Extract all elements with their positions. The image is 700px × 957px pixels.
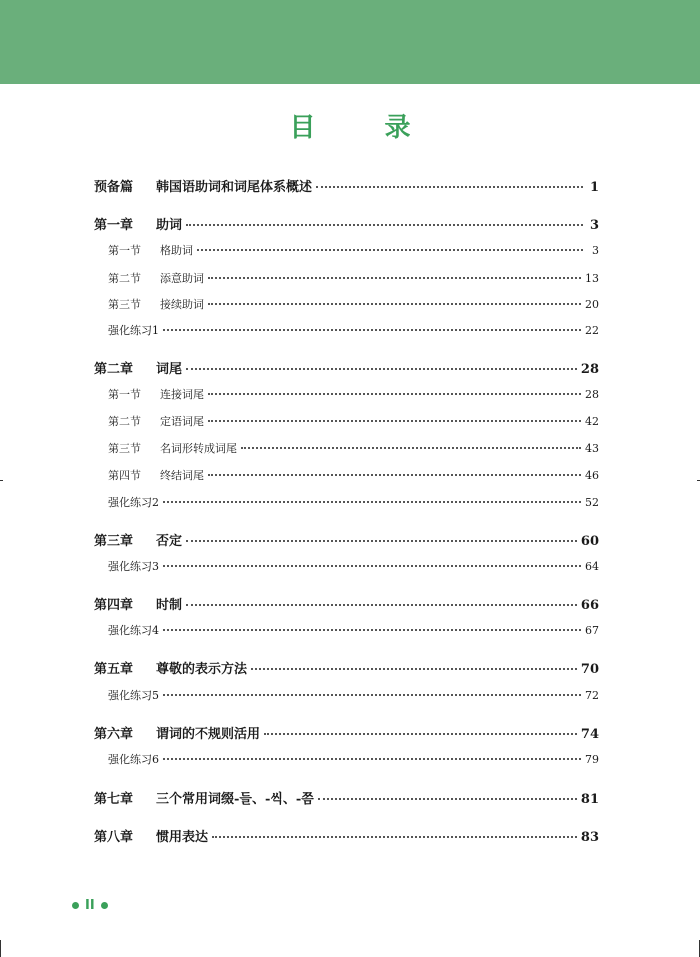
toc-entry-number: 第五章 (94, 662, 134, 677)
toc-entry-page: 64 (585, 560, 599, 573)
toc-entry-page: 22 (585, 324, 599, 337)
toc-entry-page: 42 (585, 415, 599, 428)
footer-dot-right (101, 902, 108, 909)
toc-entry-title: 词尾 (156, 362, 183, 377)
toc-entry-page: 46 (585, 469, 599, 482)
toc-entry-page: 74 (580, 727, 599, 742)
toc-entry-number: 第一节 (108, 244, 141, 257)
header-band (0, 0, 700, 84)
page-number: II (85, 898, 95, 913)
dot-leader (208, 420, 581, 422)
toc-section-entry[interactable] (108, 322, 599, 338)
toc-section-entry[interactable] (108, 270, 599, 286)
toc-entry-number: 第四章 (94, 598, 134, 613)
toc-chapter-entry[interactable] (94, 723, 599, 742)
toc-entry-number: 第八章 (94, 830, 134, 845)
dot-leader (251, 668, 577, 670)
crop-mark (0, 940, 1, 957)
toc-entry-number: 第二节 (108, 415, 141, 428)
toc-section-entry[interactable] (108, 467, 599, 483)
toc-entry-number: 预备篇 (94, 180, 134, 195)
toc-entry-number: 第二节 (108, 272, 141, 285)
toc-entry-page: 1 (589, 180, 599, 195)
toc-entry-title: 强化练习4 (108, 624, 159, 637)
dot-leader (186, 604, 577, 606)
toc-entry-title: 时制 (156, 598, 183, 613)
toc-entry-title: 否定 (156, 534, 183, 549)
dot-leader (163, 694, 581, 696)
toc-entry-number: 第六章 (94, 727, 134, 742)
toc-entry-page: 3 (589, 218, 599, 233)
dot-leader (318, 798, 577, 800)
toc-entry-title: 添意助词 (160, 272, 204, 285)
toc-entry-page: 60 (580, 534, 599, 549)
toc-entry-title: 定语词尾 (160, 415, 204, 428)
dot-leader (208, 393, 581, 395)
crop-mark (0, 480, 3, 481)
toc-chapter-entry[interactable] (94, 658, 599, 677)
toc-entry-page: 70 (580, 662, 599, 677)
dot-leader (186, 368, 577, 370)
toc-entry-title: 谓词的不规则活用 (156, 727, 261, 742)
dot-leader (197, 249, 583, 251)
dot-leader (163, 758, 581, 760)
toc-section-entry[interactable] (108, 494, 599, 510)
toc-entry-title: 尊敬的表示方法 (156, 662, 248, 677)
toc-section-entry[interactable] (108, 440, 599, 456)
toc-section-entry[interactable] (108, 242, 599, 258)
dot-leader (316, 186, 583, 188)
toc-entry-number: 第三节 (108, 442, 141, 455)
toc-chapter-entry[interactable] (94, 358, 599, 377)
dot-leader (163, 501, 581, 503)
dot-leader (163, 565, 581, 567)
toc-entry-title: 强化练习3 (108, 560, 159, 573)
toc-entry-title: 惯用表达 (156, 830, 209, 845)
toc-section-entry[interactable] (108, 413, 599, 429)
toc-entry-page: 81 (580, 792, 599, 807)
toc-entry-page: 66 (580, 598, 599, 613)
toc-entry-number: 第七章 (94, 792, 134, 807)
toc-entry-number: 第三章 (94, 534, 134, 549)
dot-leader (186, 540, 577, 542)
dot-leader (241, 447, 581, 449)
page-footer (72, 898, 108, 913)
toc-section-entry[interactable] (108, 386, 599, 402)
toc-entry-title: 三个常用词缀-들、-씩、-쯤 (156, 792, 314, 807)
dot-leader (264, 733, 577, 735)
footer-dot-left (72, 902, 79, 909)
toc-section-entry[interactable] (108, 751, 599, 767)
toc-chapter-entry[interactable] (94, 530, 599, 549)
page-title: 目 录 (289, 113, 441, 143)
toc-entry-page: 13 (585, 272, 599, 285)
toc-entry-number: 第三节 (108, 298, 141, 311)
toc-entry-title: 接续助词 (160, 298, 204, 311)
toc-entry-page: 83 (580, 830, 599, 845)
toc-entry-title: 韩国语助词和词尾体系概述 (156, 180, 313, 195)
toc-entry-page: 43 (585, 442, 599, 455)
toc-entry-page: 28 (580, 362, 599, 377)
toc-section-entry[interactable] (108, 622, 599, 638)
toc-entry-title: 强化练习5 (108, 689, 159, 702)
toc-chapter-entry[interactable] (94, 788, 599, 807)
dot-leader (163, 629, 581, 631)
toc-entry-number: 第二章 (94, 362, 134, 377)
toc-section-entry[interactable] (108, 296, 599, 312)
dot-leader (208, 277, 581, 279)
toc-entry-page: 52 (585, 496, 599, 509)
toc-entry-page: 3 (592, 244, 599, 257)
toc-entry-number: 第一章 (94, 218, 134, 233)
toc-chapter-entry[interactable] (94, 176, 599, 195)
toc-chapter-entry[interactable] (94, 214, 599, 233)
dot-leader (186, 224, 583, 226)
toc-entry-title: 名词形转成词尾 (160, 442, 237, 455)
toc-entry-title: 连接词尾 (160, 388, 204, 401)
toc-entry-number: 第四节 (108, 469, 141, 482)
toc-chapter-entry[interactable] (94, 826, 599, 845)
toc-entry-page: 72 (585, 689, 599, 702)
toc-section-entry[interactable] (108, 687, 599, 703)
toc-chapter-entry[interactable] (94, 594, 599, 613)
toc-entry-title: 强化练习2 (108, 496, 159, 509)
toc-entry-number: 第一节 (108, 388, 141, 401)
dot-leader (163, 329, 581, 331)
toc-entry-page: 79 (585, 753, 599, 766)
toc-entry-title: 强化练习1 (108, 324, 159, 337)
toc-entry-title: 终结词尾 (160, 469, 204, 482)
toc-entry-title: 格助词 (160, 244, 193, 257)
toc-entry-page: 28 (585, 388, 599, 401)
dot-leader (212, 836, 577, 838)
toc-section-entry[interactable] (108, 558, 599, 574)
toc-entry-title: 助词 (156, 218, 183, 233)
toc-entry-page: 67 (585, 624, 599, 637)
toc-entry-title: 强化练习6 (108, 753, 159, 766)
dot-leader (208, 303, 581, 305)
dot-leader (208, 474, 581, 476)
toc-entry-page: 20 (585, 298, 599, 311)
